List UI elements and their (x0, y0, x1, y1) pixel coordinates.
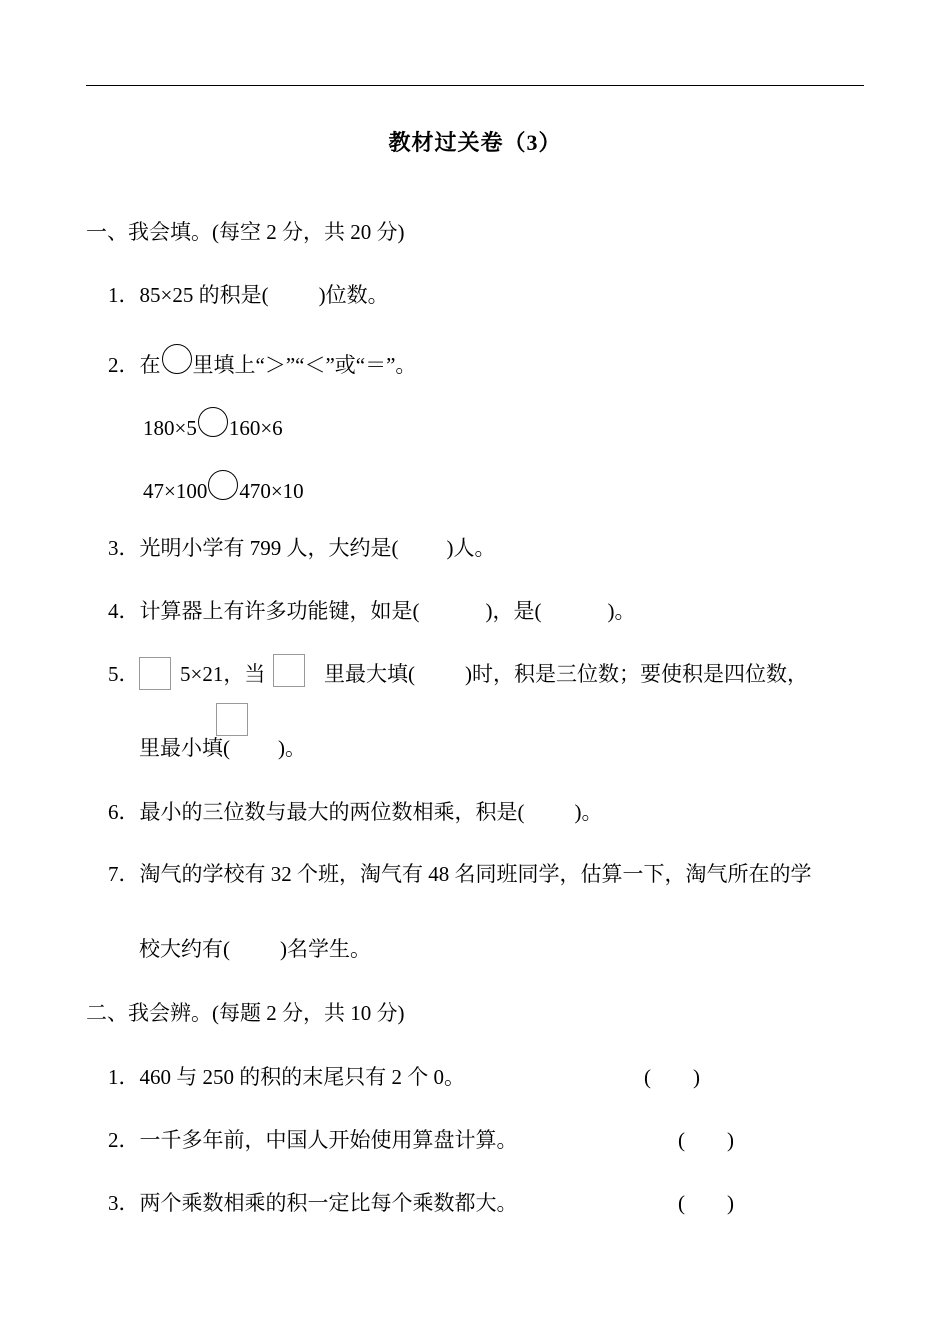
q5-number: 5． (108, 662, 140, 686)
q5-line2-text-b: )。 (278, 736, 306, 760)
judge-1-text: 460 与 250 的积的末尾只有 2 个 0。 (139, 1065, 465, 1089)
q2-compare-line-2 (143, 470, 304, 505)
q2-line2-right: 470×10 (239, 479, 304, 503)
q2-line1-right: 160×6 (228, 416, 283, 440)
judge-item-3 (108, 1189, 518, 1217)
q1-number: 1． (108, 283, 140, 307)
circle-blank-icon (162, 344, 192, 374)
q4-text-a: 计算器上有许多功能键，如是( (139, 599, 420, 623)
judge-2-answer-blank[interactable]: ( ) (678, 1128, 734, 1152)
q3-text-b: )人。 (446, 536, 496, 560)
q7-line2-text-a: 校大约有( (139, 937, 230, 961)
q5-text-a: 5×21，当 (180, 662, 266, 686)
q7-line-2 (139, 935, 371, 963)
q5-square-blank-2[interactable] (273, 654, 305, 687)
q3-text-a: 光明小学有 799 人，大约是( (139, 536, 399, 560)
q2-line2-left: 47×100 (143, 479, 208, 503)
question-1 (108, 281, 389, 309)
q1-text-a: 85×25 的积是( (139, 283, 269, 307)
compare-circle-2[interactable] (208, 470, 238, 500)
q5-line-1 (180, 660, 265, 688)
q7-text-a: 淘气的学校有 32 个班，淘气有 48 名同班同学，估算一下，淘气所在的学 (139, 862, 812, 886)
q5-text-b: 里最大填( (324, 662, 415, 686)
q2-number: 2． (108, 353, 140, 377)
section2-heading: 二、我会辨。(每题 2 分，共 10 分) (86, 1001, 405, 1025)
q4-number: 4． (108, 599, 140, 623)
q7-number: 7． (108, 862, 140, 886)
judge-3-text: 两个乘数相乘的积一定比每个乘数都大。 (139, 1191, 518, 1215)
q4-text-b: )，是( (485, 599, 542, 623)
q6-text-b: )。 (574, 800, 603, 824)
question-4 (108, 597, 636, 625)
judge-item-1 (108, 1063, 465, 1091)
q5-line2-text-a: 里最小填( (139, 736, 230, 760)
q2-compare-line-1 (143, 407, 283, 442)
judge-3-number: 3． (108, 1191, 140, 1215)
top-rule (86, 85, 864, 86)
judge-1-number: 1． (108, 1065, 140, 1089)
judge-2-number: 2． (108, 1128, 140, 1152)
q2-text-a: 在 (139, 353, 161, 377)
q3-number: 3． (108, 536, 140, 560)
judge-item-2 (108, 1126, 518, 1154)
question-6 (108, 798, 603, 826)
q5-text-c: )时，积是三位数；要使积是四位数， (465, 662, 808, 686)
question-2 (108, 344, 416, 379)
q4-text-c: )。 (607, 599, 636, 623)
judge-2-text: 一千多年前，中国人开始使用算盘计算。 (139, 1128, 518, 1152)
section1-heading: 一、我会填。(每空 2 分，共 20 分) (86, 220, 405, 244)
judge-1-answer-blank[interactable]: ( ) (644, 1065, 700, 1089)
judge-3-answer-blank[interactable]: ( ) (678, 1191, 734, 1215)
q6-number: 6． (108, 800, 140, 824)
q2-text-b: 里填上“＞”“＜”或“＝”。 (192, 353, 417, 377)
q6-text-a: 最小的三位数与最大的两位数相乘，积是( (139, 800, 525, 824)
question-7 (108, 860, 812, 888)
question-3 (108, 534, 496, 562)
q5-square-blank-1[interactable] (139, 657, 171, 690)
q5-line-1b (324, 660, 808, 688)
q5-line-2 (139, 734, 306, 762)
compare-circle-1[interactable] (198, 407, 228, 437)
q2-line1-left: 180×5 (143, 416, 197, 440)
q5-square-blank-3[interactable] (216, 703, 248, 736)
q7-line2-text-b: )名学生。 (280, 937, 371, 961)
page-title: 教材过关卷（3） (388, 130, 562, 155)
q1-text-b: )位数。 (318, 283, 389, 307)
